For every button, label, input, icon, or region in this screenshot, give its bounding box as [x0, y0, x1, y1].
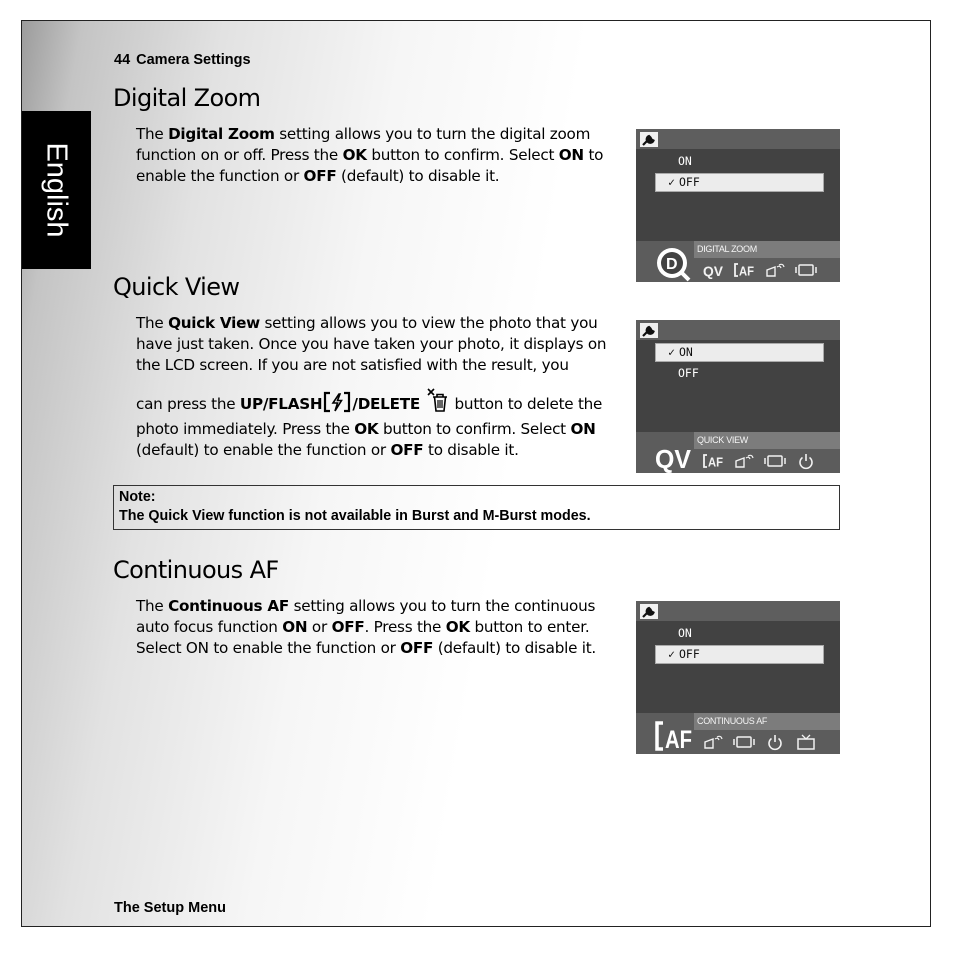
svg-text:D: D	[666, 256, 678, 273]
text-run: or	[307, 618, 332, 636]
beep-icon[interactable]	[702, 734, 724, 750]
language-tab	[22, 111, 91, 269]
wrench-icon	[640, 132, 658, 147]
text-run: button to confirm. Select	[366, 146, 559, 164]
qv-rest1: button to delete the photo immediately. Press the	[136, 395, 603, 438]
continuous-af-icon	[654, 717, 694, 754]
text-run: button to enter. Select ON to enable the function or	[136, 618, 590, 657]
flash-button-icon	[322, 391, 352, 419]
qv-delete: /DELETE	[352, 395, 420, 413]
lcd-option-off[interactable]	[655, 173, 824, 192]
text-run: OK	[342, 146, 367, 164]
checkmark-icon: ✓	[668, 345, 675, 359]
text-run: ON	[282, 618, 308, 636]
quick-view-icon	[654, 436, 694, 473]
lcd-title-bar: CONTINUOUS AF	[694, 713, 840, 730]
text-run: setting allows you to view the photo that you have just taken. Once you have taken your photo, it displays on the LCD screen. If you are not satisfied with the result, you	[136, 314, 607, 374]
text-run: The	[136, 597, 169, 615]
power-icon[interactable]	[795, 453, 817, 469]
lcd-title-bar: QUICK VIEW	[694, 432, 840, 449]
lcd-brightness-icon[interactable]	[764, 453, 786, 469]
beep-icon[interactable]	[733, 453, 755, 469]
lcd-brightness-icon[interactable]	[795, 262, 817, 278]
qv-lead: can press the	[136, 395, 240, 413]
qv-rest4: to disable it.	[423, 441, 519, 459]
note-box	[113, 485, 840, 530]
language-tab-label: English	[40, 142, 73, 238]
qv-off: OFF	[390, 441, 424, 459]
lcd-option-label: OFF	[679, 647, 700, 661]
checkmark-icon: ✓	[668, 647, 675, 661]
page-footer: The Setup Menu	[114, 900, 226, 916]
qv-rest3: (default) to enable the function or	[136, 441, 391, 459]
continuous-af-icon[interactable]	[702, 453, 724, 469]
qv-ok: OK	[354, 420, 379, 438]
lcd-option-off[interactable]	[655, 364, 824, 383]
lcd-screen-digital-zoom	[636, 129, 840, 282]
checkmark-icon: ✓	[668, 175, 675, 189]
wrench-icon	[640, 604, 658, 619]
beep-icon[interactable]	[764, 262, 786, 278]
text-run: OFF	[331, 618, 365, 636]
lcd-brightness-icon[interactable]	[733, 734, 755, 750]
lcd-option-label: OFF	[679, 175, 700, 189]
lcd-option-label: ON	[679, 345, 693, 359]
text-run: to enable the function or	[136, 146, 604, 185]
text-run: setting allows you to turn the digital zoom function on or off. Press the	[136, 125, 591, 164]
section-title-digital-zoom: Digital Zoom	[113, 84, 261, 112]
text-run: OK	[445, 618, 470, 636]
svg-text:AF: AF	[739, 264, 755, 279]
digital-zoom-icon	[654, 245, 694, 282]
section-name: Camera Settings	[136, 52, 251, 68]
text-run: (default) to disable it.	[433, 639, 597, 657]
qv-rest2: button to confirm. Select	[378, 420, 571, 438]
svg-text:QV: QV	[655, 444, 692, 474]
lcd-option-label: OFF	[678, 366, 699, 380]
text-run: Continuous AF	[168, 597, 290, 615]
page-number: 44	[114, 52, 131, 68]
lcd-title-bar: DIGITAL ZOOM	[694, 241, 840, 258]
quick-view-icon[interactable]	[702, 262, 724, 278]
digital-zoom-paragraph	[136, 124, 621, 187]
continuous-af-paragraph	[136, 596, 621, 659]
svg-text:AF: AF	[708, 455, 724, 470]
lcd-screen-continuous-af	[636, 601, 840, 754]
lcd-top-bar	[636, 601, 840, 621]
section-title-continuous-af: Continuous AF	[113, 556, 279, 584]
text-run: OFF	[303, 167, 337, 185]
lcd-option-off[interactable]	[655, 645, 824, 664]
quick-view-paragraph-a	[136, 313, 621, 376]
quick-view-paragraph-b	[136, 387, 621, 461]
wrench-icon	[640, 323, 658, 338]
lcd-option-label: ON	[678, 626, 692, 640]
lcd-option-on[interactable]	[655, 152, 824, 171]
lcd-option-on[interactable]	[655, 343, 824, 362]
qv-up-flash: UP/FLASH	[239, 395, 323, 413]
delete-button-icon	[420, 387, 450, 419]
text-run: . Press the	[364, 618, 446, 636]
text-run: ON	[558, 146, 584, 164]
qv-on: ON	[570, 420, 596, 438]
page-header	[114, 52, 251, 68]
section-title-quick-view: Quick View	[113, 273, 240, 301]
text-run: The	[136, 125, 169, 143]
text-run: OFF	[400, 639, 434, 657]
text-run: setting allows you to turn the continuous auto focus function	[136, 597, 596, 636]
text-run: The	[136, 314, 169, 332]
lcd-option-on[interactable]	[655, 624, 824, 643]
continuous-af-icon[interactable]	[733, 262, 755, 278]
lcd-top-bar	[636, 320, 840, 340]
svg-text:QV: QV	[703, 263, 724, 279]
note-text: The Quick View function is not available in Burst and M-Burst modes.	[119, 508, 591, 524]
lcd-top-bar	[636, 129, 840, 149]
lcd-screen-quick-view	[636, 320, 840, 473]
text-run: Digital Zoom	[168, 125, 275, 143]
note-label: Note:	[119, 489, 156, 505]
power-icon[interactable]	[764, 734, 786, 750]
svg-text:AF: AF	[665, 726, 692, 754]
lcd-option-label: ON	[678, 154, 692, 168]
text-run: Quick View	[168, 314, 260, 332]
tv-out-icon[interactable]	[795, 734, 817, 750]
text-run: (default) to disable it.	[336, 167, 500, 185]
